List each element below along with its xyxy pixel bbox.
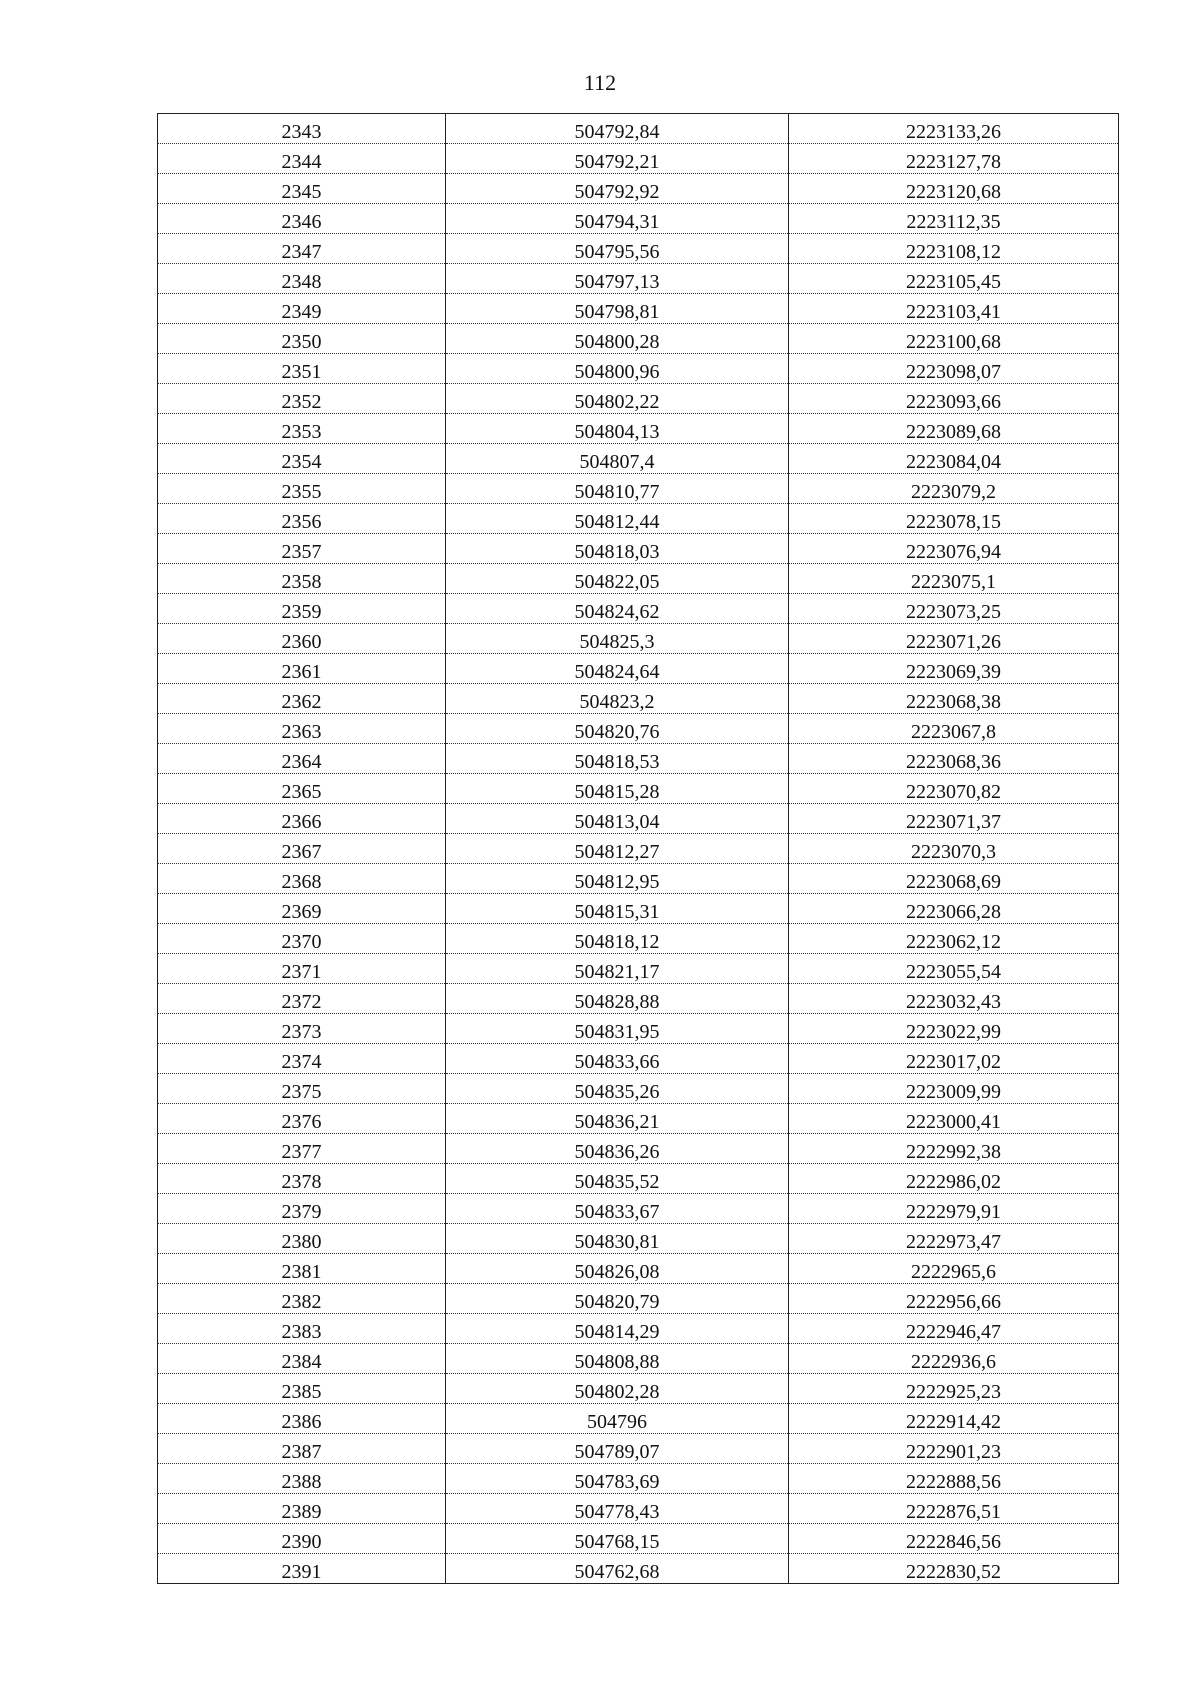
y-coordinate-cell: 2223076,94 xyxy=(789,534,1119,564)
y-coordinate-cell: 2222846,56 xyxy=(789,1524,1119,1554)
y-coordinate-cell: 2222965,6 xyxy=(789,1254,1119,1284)
table-row xyxy=(158,414,1119,444)
point-number-cell: 2344 xyxy=(158,144,446,174)
y-coordinate-cell: 2223068,69 xyxy=(789,864,1119,894)
y-coordinate-cell: 2223068,36 xyxy=(789,744,1119,774)
point-number-cell: 2360 xyxy=(158,624,446,654)
x-coordinate-cell: 504792,21 xyxy=(446,144,789,174)
y-coordinate-cell: 2222936,6 xyxy=(789,1344,1119,1374)
x-coordinate-cell: 504783,69 xyxy=(446,1464,789,1494)
point-number-cell: 2361 xyxy=(158,654,446,684)
x-coordinate-cell: 504821,17 xyxy=(446,954,789,984)
table-row xyxy=(158,1014,1119,1044)
table-row xyxy=(158,1404,1119,1434)
x-coordinate-cell: 504795,56 xyxy=(446,234,789,264)
x-coordinate-cell: 504820,79 xyxy=(446,1284,789,1314)
table-row xyxy=(158,1164,1119,1194)
y-coordinate-cell: 2223079,2 xyxy=(789,474,1119,504)
point-number-cell: 2348 xyxy=(158,264,446,294)
x-coordinate-cell: 504814,29 xyxy=(446,1314,789,1344)
y-coordinate-cell: 2223127,78 xyxy=(789,144,1119,174)
y-coordinate-cell: 2223098,07 xyxy=(789,354,1119,384)
point-number-cell: 2386 xyxy=(158,1404,446,1434)
table-row xyxy=(158,1464,1119,1494)
table-row xyxy=(158,264,1119,294)
y-coordinate-cell: 2223000,41 xyxy=(789,1104,1119,1134)
y-coordinate-cell: 2222901,23 xyxy=(789,1434,1119,1464)
table-row xyxy=(158,984,1119,1014)
point-number-cell: 2366 xyxy=(158,804,446,834)
y-coordinate-cell: 2223100,68 xyxy=(789,324,1119,354)
y-coordinate-cell: 2223089,68 xyxy=(789,414,1119,444)
x-coordinate-cell: 504824,62 xyxy=(446,594,789,624)
point-number-cell: 2352 xyxy=(158,384,446,414)
x-coordinate-cell: 504823,2 xyxy=(446,684,789,714)
x-coordinate-cell: 504804,13 xyxy=(446,414,789,444)
table-row xyxy=(158,1494,1119,1524)
x-coordinate-cell: 504778,43 xyxy=(446,1494,789,1524)
table-row xyxy=(158,1104,1119,1134)
point-number-cell: 2350 xyxy=(158,324,446,354)
y-coordinate-cell: 2222888,56 xyxy=(789,1464,1119,1494)
y-coordinate-cell: 2222986,02 xyxy=(789,1164,1119,1194)
point-number-cell: 2381 xyxy=(158,1254,446,1284)
table-row xyxy=(158,174,1119,204)
x-coordinate-cell: 504762,68 xyxy=(446,1554,789,1584)
table-row xyxy=(158,1074,1119,1104)
x-coordinate-cell: 504802,22 xyxy=(446,384,789,414)
y-coordinate-cell: 2223055,54 xyxy=(789,954,1119,984)
x-coordinate-cell: 504815,31 xyxy=(446,894,789,924)
table-row xyxy=(158,1524,1119,1554)
point-number-cell: 2385 xyxy=(158,1374,446,1404)
point-number-cell: 2391 xyxy=(158,1554,446,1584)
table-row xyxy=(158,294,1119,324)
point-number-cell: 2353 xyxy=(158,414,446,444)
point-number-cell: 2383 xyxy=(158,1314,446,1344)
x-coordinate-cell: 504768,15 xyxy=(446,1524,789,1554)
y-coordinate-cell: 2223075,1 xyxy=(789,564,1119,594)
x-coordinate-cell: 504833,66 xyxy=(446,1044,789,1074)
point-number-cell: 2346 xyxy=(158,204,446,234)
point-number-cell: 2343 xyxy=(158,114,446,144)
point-number-cell: 2355 xyxy=(158,474,446,504)
x-coordinate-cell: 504822,05 xyxy=(446,564,789,594)
table-row xyxy=(158,774,1119,804)
x-coordinate-cell: 504812,27 xyxy=(446,834,789,864)
point-number-cell: 2371 xyxy=(158,954,446,984)
y-coordinate-cell: 2222973,47 xyxy=(789,1224,1119,1254)
x-coordinate-cell: 504796 xyxy=(446,1404,789,1434)
table-row xyxy=(158,594,1119,624)
y-coordinate-cell: 2223112,35 xyxy=(789,204,1119,234)
x-coordinate-cell: 504824,64 xyxy=(446,654,789,684)
x-coordinate-cell: 504835,26 xyxy=(446,1074,789,1104)
y-coordinate-cell: 2222979,91 xyxy=(789,1194,1119,1224)
point-number-cell: 2358 xyxy=(158,564,446,594)
point-number-cell: 2368 xyxy=(158,864,446,894)
table-row xyxy=(158,144,1119,174)
x-coordinate-cell: 504792,84 xyxy=(446,114,789,144)
y-coordinate-cell: 2223070,3 xyxy=(789,834,1119,864)
x-coordinate-cell: 504800,96 xyxy=(446,354,789,384)
table-row xyxy=(158,654,1119,684)
x-coordinate-cell: 504820,76 xyxy=(446,714,789,744)
table-row xyxy=(158,564,1119,594)
y-coordinate-cell: 2223133,26 xyxy=(789,114,1119,144)
page-number: 112 xyxy=(583,70,617,95)
point-number-cell: 2384 xyxy=(158,1344,446,1374)
x-coordinate-cell: 504812,44 xyxy=(446,504,789,534)
x-coordinate-cell: 504833,67 xyxy=(446,1194,789,1224)
x-coordinate-cell: 504798,81 xyxy=(446,294,789,324)
x-coordinate-cell: 504818,03 xyxy=(446,534,789,564)
x-coordinate-cell: 504830,81 xyxy=(446,1224,789,1254)
table-row xyxy=(158,1134,1119,1164)
table-row xyxy=(158,444,1119,474)
point-number-cell: 2349 xyxy=(158,294,446,324)
table-row xyxy=(158,894,1119,924)
y-coordinate-cell: 2223120,68 xyxy=(789,174,1119,204)
y-coordinate-cell: 2223070,82 xyxy=(789,774,1119,804)
y-coordinate-cell: 2223066,28 xyxy=(789,894,1119,924)
point-number-cell: 2389 xyxy=(158,1494,446,1524)
x-coordinate-cell: 504808,88 xyxy=(446,1344,789,1374)
table-row xyxy=(158,744,1119,774)
table-row xyxy=(158,804,1119,834)
table-row xyxy=(158,204,1119,234)
table-row xyxy=(158,474,1119,504)
x-coordinate-cell: 504792,92 xyxy=(446,174,789,204)
x-coordinate-cell: 504810,77 xyxy=(446,474,789,504)
table-row xyxy=(158,1254,1119,1284)
y-coordinate-cell: 2223105,45 xyxy=(789,264,1119,294)
point-number-cell: 2356 xyxy=(158,504,446,534)
x-coordinate-cell: 504836,26 xyxy=(446,1134,789,1164)
table-row xyxy=(158,1374,1119,1404)
x-coordinate-cell: 504794,31 xyxy=(446,204,789,234)
x-coordinate-cell: 504815,28 xyxy=(446,774,789,804)
table-row xyxy=(158,954,1119,984)
point-number-cell: 2390 xyxy=(158,1524,446,1554)
table-row xyxy=(158,1434,1119,1464)
table-row xyxy=(158,1194,1119,1224)
table-row xyxy=(158,924,1119,954)
y-coordinate-cell: 2223073,25 xyxy=(789,594,1119,624)
table-row xyxy=(158,1284,1119,1314)
x-coordinate-cell: 504828,88 xyxy=(446,984,789,1014)
y-coordinate-cell: 2223071,26 xyxy=(789,624,1119,654)
table-row xyxy=(158,324,1119,354)
point-number-cell: 2374 xyxy=(158,1044,446,1074)
point-number-cell: 2372 xyxy=(158,984,446,1014)
y-coordinate-cell: 2223084,04 xyxy=(789,444,1119,474)
point-number-cell: 2364 xyxy=(158,744,446,774)
point-number-cell: 2362 xyxy=(158,684,446,714)
x-coordinate-cell: 504807,4 xyxy=(446,444,789,474)
table-row xyxy=(158,864,1119,894)
table-row xyxy=(158,624,1119,654)
y-coordinate-cell: 2222946,47 xyxy=(789,1314,1119,1344)
point-number-cell: 2369 xyxy=(158,894,446,924)
point-number-cell: 2382 xyxy=(158,1284,446,1314)
y-coordinate-cell: 2223103,41 xyxy=(789,294,1119,324)
y-coordinate-cell: 2223022,99 xyxy=(789,1014,1119,1044)
point-number-cell: 2376 xyxy=(158,1104,446,1134)
y-coordinate-cell: 2223078,15 xyxy=(789,504,1119,534)
point-number-cell: 2363 xyxy=(158,714,446,744)
y-coordinate-cell: 2223071,37 xyxy=(789,804,1119,834)
point-number-cell: 2345 xyxy=(158,174,446,204)
table-row xyxy=(158,684,1119,714)
point-number-cell: 2373 xyxy=(158,1014,446,1044)
x-coordinate-cell: 504818,12 xyxy=(446,924,789,954)
coordinates-table xyxy=(157,113,1119,1584)
x-coordinate-cell: 504835,52 xyxy=(446,1164,789,1194)
x-coordinate-cell: 504836,21 xyxy=(446,1104,789,1134)
y-coordinate-cell: 2222914,42 xyxy=(789,1404,1119,1434)
y-coordinate-cell: 2222830,52 xyxy=(789,1554,1119,1584)
point-number-cell: 2347 xyxy=(158,234,446,264)
point-number-cell: 2378 xyxy=(158,1164,446,1194)
y-coordinate-cell: 2223062,12 xyxy=(789,924,1119,954)
y-coordinate-cell: 2223067,8 xyxy=(789,714,1119,744)
point-number-cell: 2354 xyxy=(158,444,446,474)
y-coordinate-cell: 2222956,66 xyxy=(789,1284,1119,1314)
point-number-cell: 2351 xyxy=(158,354,446,384)
table-row xyxy=(158,384,1119,414)
y-coordinate-cell: 2223069,39 xyxy=(789,654,1119,684)
x-coordinate-cell: 504800,28 xyxy=(446,324,789,354)
y-coordinate-cell: 2223032,43 xyxy=(789,984,1119,1014)
x-coordinate-cell: 504825,3 xyxy=(446,624,789,654)
y-coordinate-cell: 2223009,99 xyxy=(789,1074,1119,1104)
point-number-cell: 2377 xyxy=(158,1134,446,1164)
y-coordinate-cell: 2222876,51 xyxy=(789,1494,1119,1524)
table-row xyxy=(158,1344,1119,1374)
x-coordinate-cell: 504797,13 xyxy=(446,264,789,294)
table-row xyxy=(158,504,1119,534)
point-number-cell: 2379 xyxy=(158,1194,446,1224)
y-coordinate-cell: 2223108,12 xyxy=(789,234,1119,264)
point-number-cell: 2387 xyxy=(158,1434,446,1464)
y-coordinate-cell: 2223068,38 xyxy=(789,684,1119,714)
table-row xyxy=(158,1044,1119,1074)
table-row xyxy=(158,1314,1119,1344)
point-number-cell: 2375 xyxy=(158,1074,446,1104)
x-coordinate-cell: 504802,28 xyxy=(446,1374,789,1404)
point-number-cell: 2367 xyxy=(158,834,446,864)
table-row xyxy=(158,714,1119,744)
y-coordinate-cell: 2222925,23 xyxy=(789,1374,1119,1404)
point-number-cell: 2359 xyxy=(158,594,446,624)
table-row xyxy=(158,354,1119,384)
table-row xyxy=(158,1554,1119,1584)
x-coordinate-cell: 504812,95 xyxy=(446,864,789,894)
table-row xyxy=(158,1224,1119,1254)
y-coordinate-cell: 2222992,38 xyxy=(789,1134,1119,1164)
point-number-cell: 2388 xyxy=(158,1464,446,1494)
table-row xyxy=(158,534,1119,564)
table-row xyxy=(158,114,1119,144)
x-coordinate-cell: 504831,95 xyxy=(446,1014,789,1044)
table-row xyxy=(158,834,1119,864)
x-coordinate-cell: 504826,08 xyxy=(446,1254,789,1284)
y-coordinate-cell: 2223093,66 xyxy=(789,384,1119,414)
point-number-cell: 2370 xyxy=(158,924,446,954)
y-coordinate-cell: 2223017,02 xyxy=(789,1044,1119,1074)
x-coordinate-cell: 504813,04 xyxy=(446,804,789,834)
point-number-cell: 2365 xyxy=(158,774,446,804)
point-number-cell: 2380 xyxy=(158,1224,446,1254)
x-coordinate-cell: 504789,07 xyxy=(446,1434,789,1464)
point-number-cell: 2357 xyxy=(158,534,446,564)
coordinates-table-body xyxy=(158,114,1119,1584)
x-coordinate-cell: 504818,53 xyxy=(446,744,789,774)
table-row xyxy=(158,234,1119,264)
